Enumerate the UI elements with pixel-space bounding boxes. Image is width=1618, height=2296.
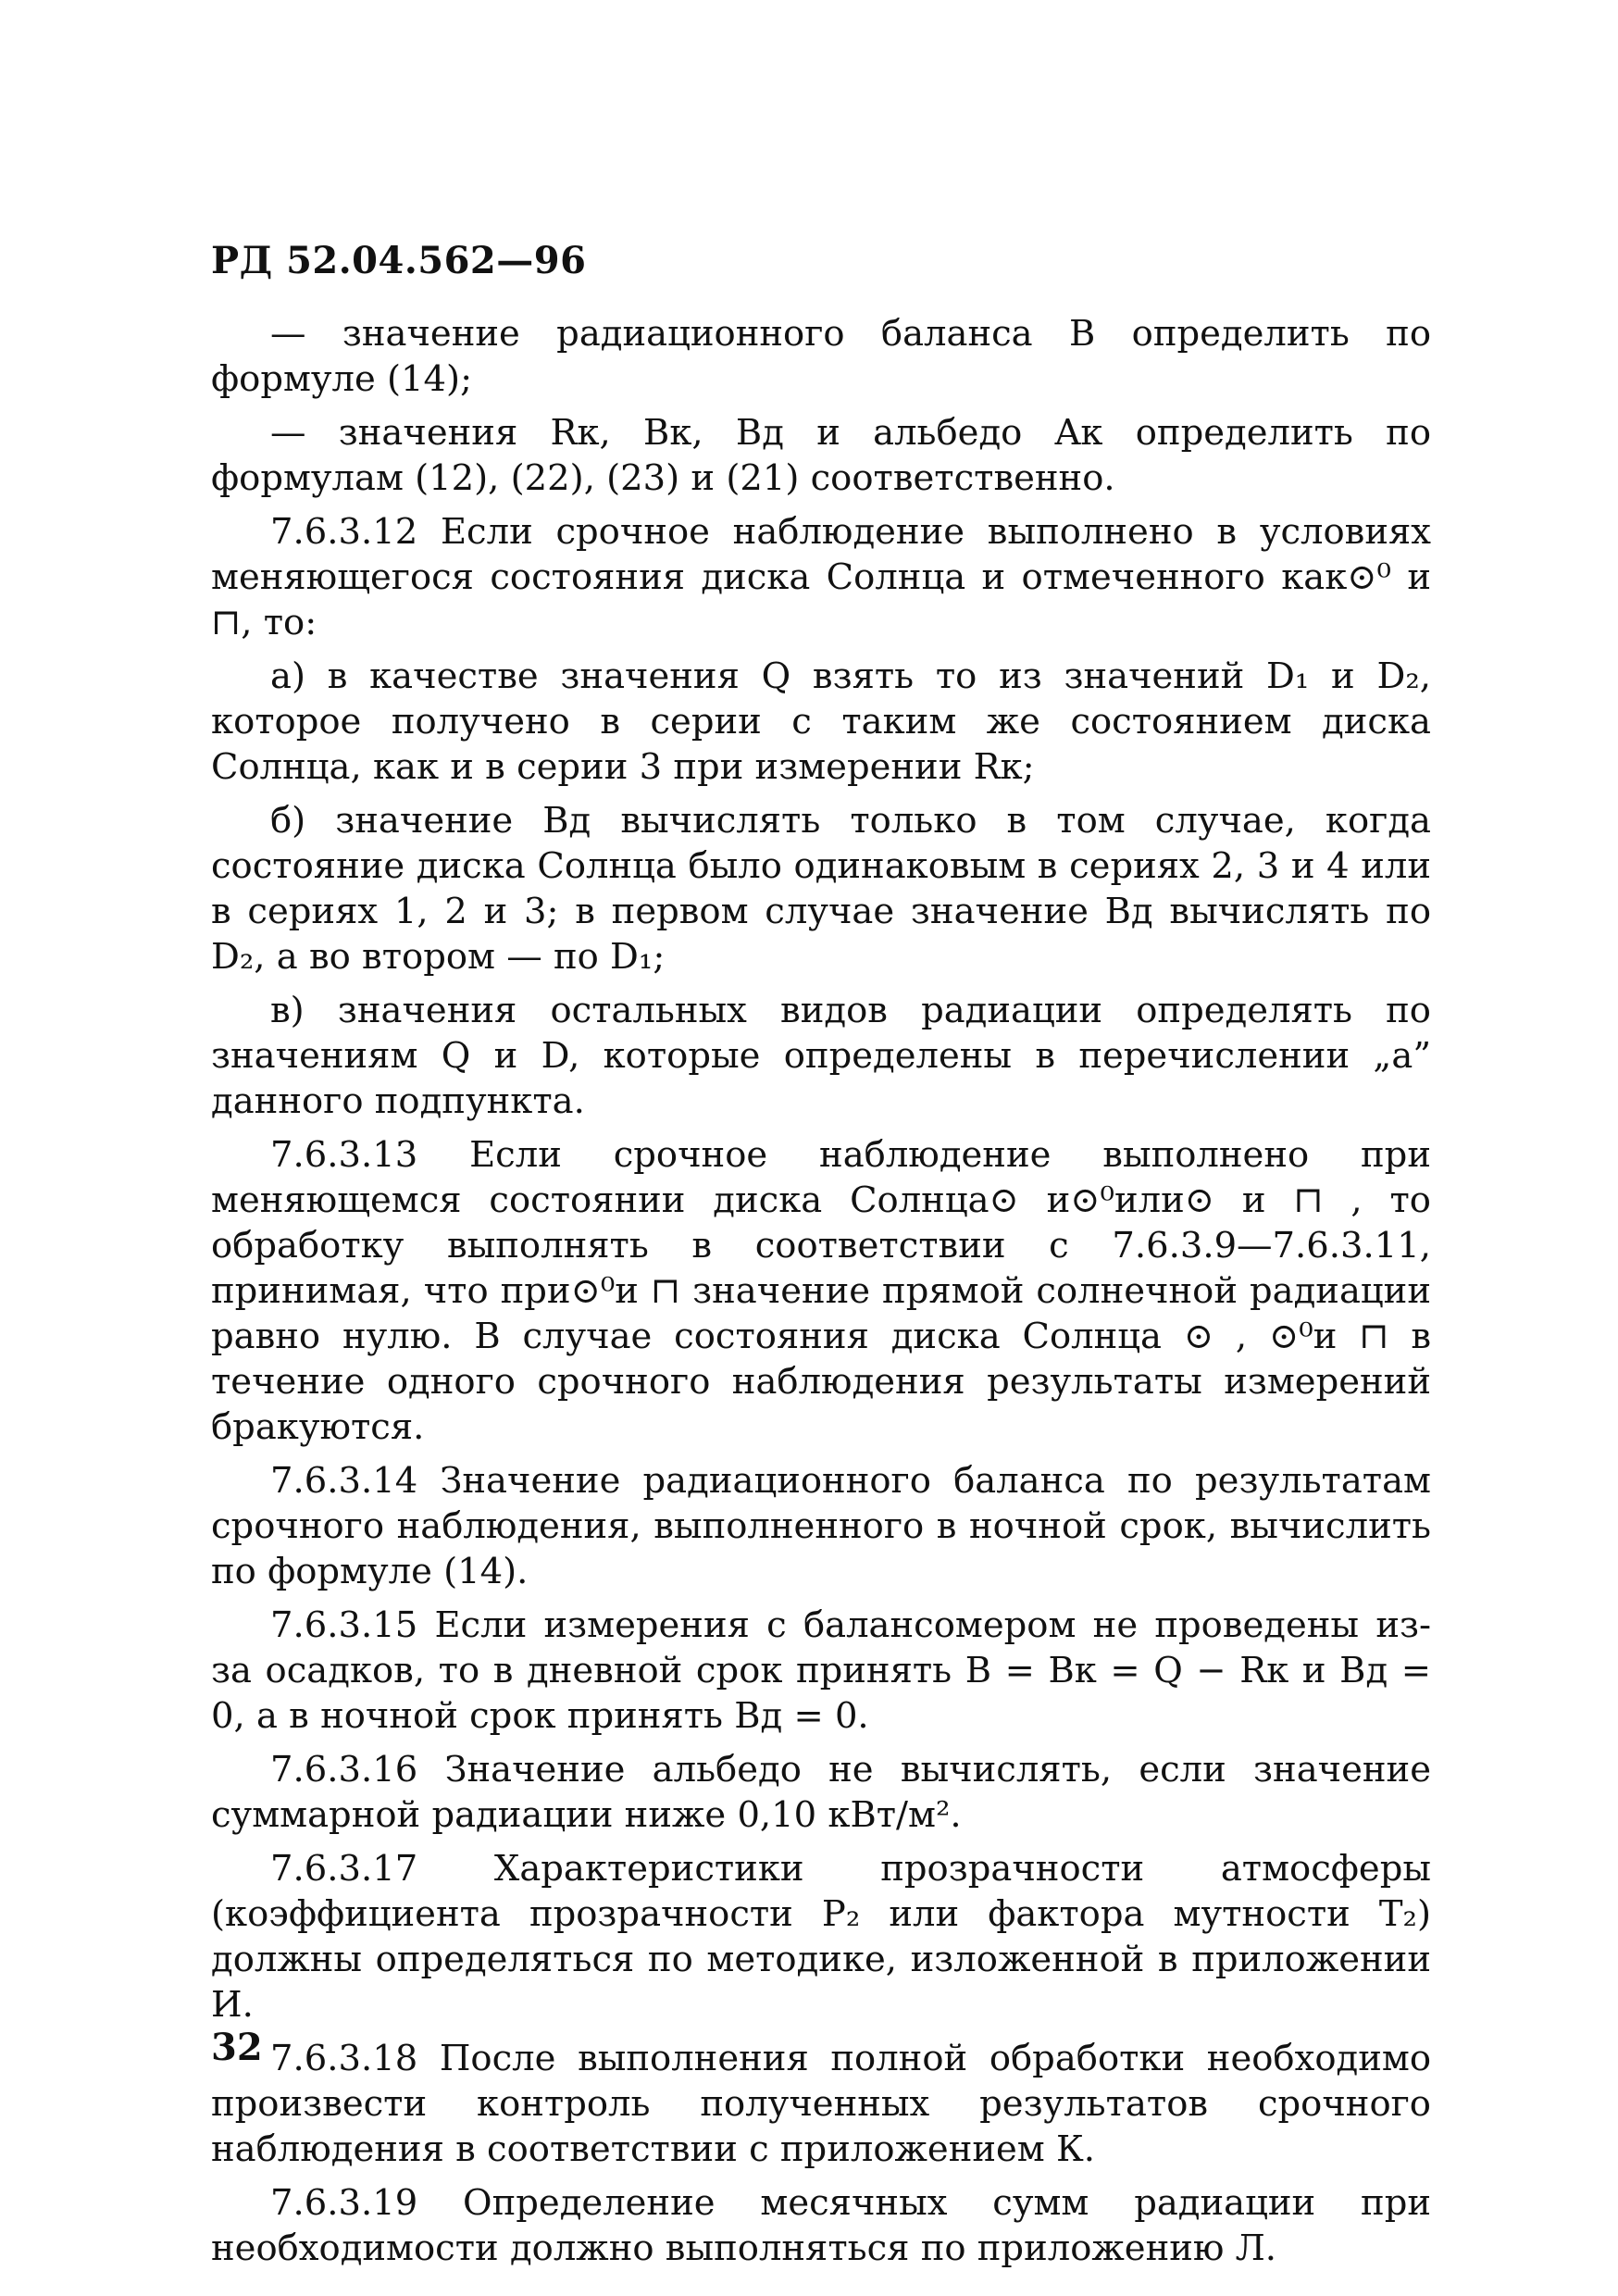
clause-text: Значение радиационного баланса по результатам срочного наблюдения, выполненного в ночной срок, вычислить по формуле (14).: [211, 1460, 1431, 1592]
clause-number: 7.6.3.15: [270, 1604, 418, 1646]
clause-number: 7.6.3.16: [270, 1749, 418, 1791]
clause-text: Характеристики прозрачности атмосферы (коэффициента прозрачности P₂ или фактора мутности T₂) должны определяться по методике, изложенной в приложении И.: [211, 1848, 1431, 2026]
paragraph-radiation-balance: — значение радиационного баланса B определить по формуле (14);: [211, 313, 1431, 400]
list-item-b: б) значение Bд вычислять только в том случае, когда состояние диска Солнца было одинаковым в сериях 2, 3 и 4 или в сериях 1, 2 и 3; в первом случае значение Bд вычислять по D₂, а во втором — по D₁;: [211, 800, 1431, 978]
document-body: [211, 311, 1431, 2279]
paragraph-albedo-formulas: — значения Rк, Bк, Bд и альбедо Aк определить по формулам (12), (22), (23) и (21) соответственно.: [211, 412, 1431, 499]
clause-number: 7.6.3.18: [270, 2038, 418, 2079]
clause-7-6-3-14: [211, 1458, 1431, 1594]
clause-text: Если срочное наблюдение выполнено в условиях меняющегося состояния диска Солнца и отмеченного как⊙⁰ и ⊓, то:: [211, 511, 1432, 643]
clause-number: 7.6.3.17: [270, 1848, 418, 1890]
clause-number: 7.6.3.13: [270, 1134, 418, 1176]
clause-7-6-3-12: [211, 509, 1431, 645]
clause-text: Если измерения с балансомером не проведены из-за осадков, то в дневной срок принять B = Bк = Q − Rк и Bд = 0, а в ночной срок принять Bд = 0.: [211, 1604, 1431, 1737]
clause-7-6-3-17: [211, 1846, 1431, 2028]
clause-text: Если срочное наблюдение выполнено при меняющемся состоянии диска Солнца⊙ и⊙⁰или⊙ и ⊓ , то обработку выполнять в соответствии с 7.6.3.9—7.6.3.11, принимая, что при⊙⁰и ⊓ значение прямой солнечной радиации равно нулю. В случае состояния диска Солнца ⊙ , ⊙⁰и ⊓ в течение одного срочного наблюдения результаты измерений бракуются.: [211, 1134, 1431, 1448]
list-item-a: а) в качестве значения Q взять то из значений D₁ и D₂, которое получено в серии с таким же состоянием диска Солнца, как и в серии 3 при измерении Rк;: [211, 655, 1431, 788]
page-number: 32: [211, 2026, 263, 2069]
clause-text: После выполнения полной обработки необходимо произвести контроль полученных результатов срочного наблюдения в соответствии с приложением К.: [211, 2038, 1431, 2170]
clause-7-6-3-13: [211, 1132, 1431, 1450]
clause-7-6-3-18: [211, 2036, 1431, 2172]
clause-7-6-3-16: [211, 1747, 1431, 1838]
list-item-v: в) значения остальных видов радиации определять по значениям Q и D, которые определены в перечислении „а” данного подпункта.: [211, 990, 1431, 1122]
clause-number: 7.6.3.12: [270, 511, 418, 553]
clause-text: Значение альбедо не вычислять, если значение суммарной радиации ниже 0,10 кВт/м².: [211, 1749, 1431, 1836]
clause-number: 7.6.3.19: [270, 2182, 418, 2224]
clause-7-6-3-15: [211, 1603, 1431, 1739]
clause-7-6-3-19: [211, 2180, 1431, 2271]
clause-text: Определение месячных сумм радиации при необходимости должно выполняться по приложению Л.: [211, 2182, 1431, 2269]
document-code-header: РД 52.04.562—96: [211, 239, 587, 282]
clause-number: 7.6.3.14: [270, 1460, 418, 1502]
